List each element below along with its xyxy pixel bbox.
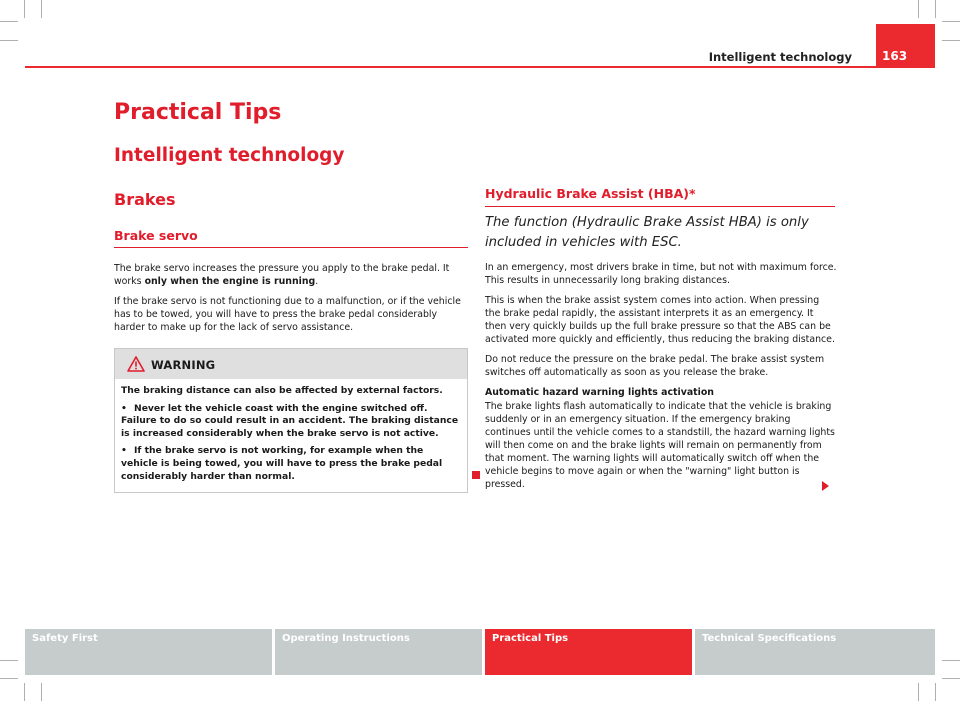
bullet-symbol: • xyxy=(121,445,127,457)
warning-lead: The braking distance can also be affected by external factors. xyxy=(121,385,443,396)
crop-mark xyxy=(0,21,18,22)
tab-safety-first[interactable]: Safety First xyxy=(25,629,272,675)
page-number: 163 xyxy=(876,24,935,66)
text-run: The brake servo increases the pressure you apply to the brake pedal. It works xyxy=(114,263,450,287)
hba-intro: The function (Hydraulic Brake Assist HBA) is only included in vehicles with ESC. xyxy=(485,215,809,250)
crop-mark xyxy=(935,0,936,18)
text-run: . xyxy=(315,276,319,287)
warning-box xyxy=(114,348,468,493)
subsection-title: Brake servo xyxy=(114,228,468,248)
hazard-lights-paragraph: The brake lights flash automatically to indicate that the vehicle is braking suddenly or in an emergency situation. If the emergency braking continues until the vehicle comes to a standstill, the hazard warning lights will then come on and the brake lights will remain on permanently from that moment. The warning lights will automatically switch off when the vehicle begins to move again or when the "warning" light button is pressed. xyxy=(485,401,835,490)
warning-bullet xyxy=(121,445,461,483)
tab-technical-specifications[interactable]: Technical Specifications xyxy=(695,629,935,675)
crop-mark xyxy=(942,678,960,679)
crop-mark xyxy=(41,0,42,18)
section-title: Brakes xyxy=(114,190,176,209)
warning-bullet xyxy=(121,403,461,441)
crop-mark xyxy=(918,0,919,18)
running-title: Intelligent technology xyxy=(708,50,852,64)
hba-paragraph-1: In an emergency, most drivers brake in time, but not with maximum force. This results in unnecessarily long braking distances. xyxy=(485,262,837,286)
crop-mark xyxy=(0,660,18,661)
hazard-lights-subheading: Automatic hazard warning lights activation xyxy=(485,387,714,398)
brake-servo-paragraph-2: If the brake servo is not functioning due to a malfunction, or if the vehicle has to be towed, you will have to press the brake pedal considerably harder to make up for the lack of servo assistance. xyxy=(114,296,461,333)
crop-mark xyxy=(0,40,18,41)
brake-servo-paragraph-1 xyxy=(114,262,468,288)
crop-mark xyxy=(942,40,960,41)
crop-mark xyxy=(24,683,25,701)
warning-bullet-text: Never let the vehicle coast with the engine switched off. Failure to do so could result in an accident. The braking distance is increased considerably when the brake servo is not active. xyxy=(121,402,459,439)
warning-body xyxy=(115,379,467,492)
hba-paragraph-2: This is when the brake assist system comes into action. When pressing the brake pedal rapidly, the assistant interprets it as an emergency. It then very quickly builds up the full brake pressure so that the ABS can be activated more quickly and efficiently, thus reducing the braking distance. xyxy=(485,295,835,345)
warning-triangle-icon xyxy=(127,356,145,372)
crop-mark xyxy=(942,660,960,661)
right-column xyxy=(485,213,837,498)
crop-mark xyxy=(942,21,960,22)
emphasis-text: only when the engine is running xyxy=(144,276,316,287)
crop-mark xyxy=(918,683,919,701)
warning-bullet-text: If the brake servo is not working, for example when the vehicle is being towed, you will have to press the brake pedal considerably harder than normal. xyxy=(121,445,443,482)
crop-mark xyxy=(0,678,18,679)
bullet-symbol: • xyxy=(121,402,127,414)
hba-heading: Hydraulic Brake Assist (HBA)* xyxy=(485,186,835,207)
warning-title: WARNING xyxy=(151,358,216,372)
crop-mark xyxy=(24,0,25,18)
warning-header xyxy=(115,349,467,379)
chapter-title: Intelligent technology xyxy=(114,145,345,166)
section-end-marker xyxy=(472,471,480,479)
crop-mark xyxy=(41,683,42,701)
tab-operating-instructions[interactable]: Operating Instructions xyxy=(275,629,482,675)
header-rule xyxy=(25,66,935,68)
left-column xyxy=(114,262,468,341)
hba-paragraph-3: Do not reduce the pressure on the brake pedal. The brake assist system switches off automatically as soon as you release the brake. xyxy=(485,354,825,378)
continue-arrow-icon xyxy=(822,481,829,491)
tab-practical-tips[interactable]: Practical Tips xyxy=(485,629,692,675)
crop-mark xyxy=(935,683,936,701)
part-title: Practical Tips xyxy=(114,100,282,125)
